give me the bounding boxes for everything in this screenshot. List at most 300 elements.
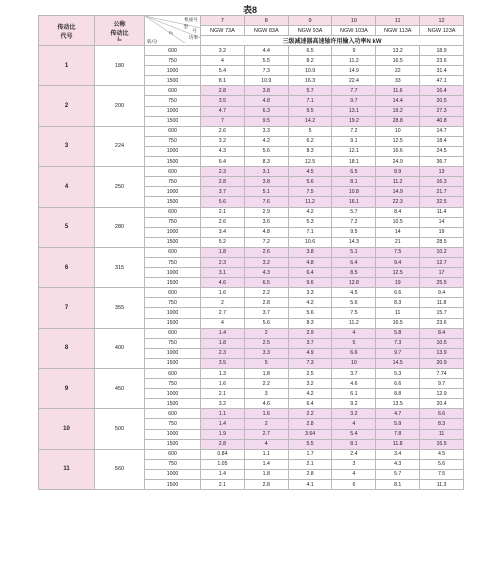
power-value-cell: 11	[376, 308, 420, 318]
power-value-cell: 40.8	[420, 116, 464, 126]
power-value-cell: 3.7	[332, 369, 376, 379]
power-value-cell: 7.1	[288, 96, 332, 106]
rpm-cell: 750	[145, 298, 201, 308]
rpm-cell: 750	[145, 459, 201, 469]
power-value-cell: 1.6	[201, 288, 245, 298]
power-value-cell: 4.2	[288, 207, 332, 217]
power-value-cell: 22.3	[376, 197, 420, 207]
power-value-cell: 5.6	[244, 318, 288, 328]
size-9: 9	[288, 16, 332, 26]
power-value-cell: 17	[420, 268, 464, 278]
rpm-cell: 750	[145, 177, 201, 187]
power-value-cell: 2.6	[201, 126, 245, 136]
rpm-cell: 1000	[145, 308, 201, 318]
power-value-cell: 12.5	[288, 157, 332, 167]
rpm-cell: 600	[145, 328, 201, 338]
power-value-cell: 2.8	[288, 419, 332, 429]
power-value-cell: 16.4	[420, 86, 464, 96]
rpm-cell: 600	[145, 207, 201, 217]
power-value-cell: 1.8	[244, 469, 288, 479]
power-value-cell: 18.1	[332, 157, 376, 167]
power-value-cell: 2.7	[244, 429, 288, 439]
power-value-cell: 13	[420, 167, 464, 177]
power-value-cell: 28.8	[376, 116, 420, 126]
power-value-cell: 8.3	[420, 419, 464, 429]
rpm-cell: 750	[145, 96, 201, 106]
power-value-cell: 2	[201, 298, 245, 308]
rpm-cell: 1500	[145, 197, 201, 207]
power-value-cell: 16.6	[376, 146, 420, 156]
ratio-code-cell: 5	[39, 207, 95, 247]
power-value-cell: 4	[244, 439, 288, 449]
size-10: 10	[332, 16, 376, 26]
power-value-cell: 20.5	[420, 96, 464, 106]
power-value-cell: 6.3	[244, 106, 288, 116]
size-11: 11	[376, 16, 420, 26]
power-value-cell: 16.3	[420, 177, 464, 187]
power-value-cell: 11.8	[376, 439, 420, 449]
rpm-cell: 1000	[145, 469, 201, 479]
power-value-cell: 1.4	[244, 459, 288, 469]
power-value-cell: 9.5	[244, 116, 288, 126]
power-value-cell: 4.8	[244, 227, 288, 237]
rpm-cell: 600	[145, 86, 201, 96]
power-value-cell: 7.8	[376, 429, 420, 439]
rpm-cell: 1500	[145, 399, 201, 409]
power-value-cell: 2.7	[201, 308, 245, 318]
table-row	[39, 288, 464, 298]
diag-label-size: 机座号	[184, 17, 198, 22]
power-value-cell: 6.4	[332, 257, 376, 267]
ratio-code-cell: 9	[39, 369, 95, 409]
rpm-cell: 1000	[145, 146, 201, 156]
power-value-cell: 8.1	[201, 76, 245, 86]
power-value-cell: 9.4	[420, 288, 464, 298]
power-value-cell: 14.9	[376, 187, 420, 197]
power-value-cell: 3.2	[201, 399, 245, 409]
power-value-cell: 6.4	[288, 268, 332, 278]
power-value-cell: 25.5	[420, 278, 464, 288]
nominal-ratio-cell: 200	[95, 86, 145, 126]
power-value-cell: 3.8	[244, 177, 288, 187]
power-value-cell: 19	[420, 227, 464, 237]
nominal-ratio-cell: 250	[95, 167, 145, 207]
power-value-cell: 12.8	[332, 278, 376, 288]
power-value-cell: 7.3	[288, 358, 332, 368]
power-value-cell: 13.9	[420, 348, 464, 358]
rpm-cell: 600	[145, 167, 201, 177]
ratio-code-cell: 6	[39, 247, 95, 287]
power-value-cell: 2	[244, 328, 288, 338]
power-value-cell: 11.2	[376, 177, 420, 187]
rpm-cell: 600	[145, 409, 201, 419]
power-value-cell: 18.4	[420, 136, 464, 146]
power-value-cell: 9	[332, 46, 376, 56]
power-value-cell: 6.6	[420, 409, 464, 419]
power-value-cell: 6.4	[288, 399, 332, 409]
rpm-cell: 1000	[145, 348, 201, 358]
power-value-cell: 4	[332, 419, 376, 429]
power-value-cell: 14.4	[376, 96, 420, 106]
nominal-ratio-cell: 560	[95, 449, 145, 489]
header-nominal-ratio-line1: 公称	[113, 21, 126, 28]
power-value-cell: 4.2	[288, 298, 332, 308]
power-value-cell: 4.1	[288, 480, 332, 490]
power-value-cell: 5.6	[288, 177, 332, 187]
table-row	[39, 409, 464, 419]
rpm-cell: 600	[145, 247, 201, 257]
rpm-cell: 750	[145, 379, 201, 389]
power-value-cell: 7.2	[332, 126, 376, 136]
power-value-cell: 8.3	[244, 157, 288, 167]
power-value-cell: 6.6	[332, 348, 376, 358]
model-73a: NGW 73A	[201, 26, 245, 36]
power-value-cell: 12.7	[420, 257, 464, 267]
power-value-cell: 3.2	[201, 46, 245, 56]
power-value-cell: 2.1	[288, 459, 332, 469]
power-value-cell: 2	[244, 419, 288, 429]
rpm-cell: 1000	[145, 66, 201, 76]
diag-label-type-a: 型	[183, 24, 188, 29]
rpm-cell: 1500	[145, 116, 201, 126]
power-value-cell: 12.5	[376, 136, 420, 146]
power-value-cell: 19.2	[332, 116, 376, 126]
power-value-cell: 5.1	[244, 187, 288, 197]
header-ratio-code	[39, 16, 95, 46]
power-value-cell: 5.6	[332, 298, 376, 308]
power-value-cell: 1.4	[201, 328, 245, 338]
table-row	[39, 369, 464, 379]
power-value-cell: 4.6	[201, 278, 245, 288]
table-row	[39, 207, 464, 217]
ratio-code-cell: 10	[39, 409, 95, 449]
power-value-cell: 5.9	[376, 419, 420, 429]
power-value-cell: 36.7	[420, 157, 464, 167]
power-value-cell: 8.4	[376, 207, 420, 217]
power-value-cell: 5.4	[201, 66, 245, 76]
power-value-cell: 9.7	[420, 379, 464, 389]
power-value-cell: 4.8	[244, 96, 288, 106]
power-value-cell: 5.6	[244, 146, 288, 156]
rpm-cell: 1000	[145, 389, 201, 399]
power-value-cell: 5.7	[376, 469, 420, 479]
power-value-cell: 2.8	[201, 177, 245, 187]
power-value-cell: 16.5	[376, 56, 420, 66]
ratio-code-cell: 4	[39, 167, 95, 207]
power-value-cell: 3.8	[244, 86, 288, 96]
power-value-cell: 11.8	[420, 298, 464, 308]
power-value-cell: 33	[376, 76, 420, 86]
power-value-cell: 14.2	[288, 116, 332, 126]
power-value-cell: 2.5	[244, 338, 288, 348]
power-value-cell: 6.5	[332, 167, 376, 177]
power-value-cell: 7.1	[288, 227, 332, 237]
power-value-cell: 2.2	[244, 379, 288, 389]
rpm-cell: 600	[145, 288, 201, 298]
power-value-cell: 3.1	[244, 167, 288, 177]
power-value-cell: 2.1	[201, 480, 245, 490]
rpm-cell: 1500	[145, 480, 201, 490]
power-value-cell: 2.8	[201, 86, 245, 96]
power-value-cell: 4	[332, 469, 376, 479]
power-value-cell: 13.5	[376, 399, 420, 409]
header-ratio-code-line2: 代号	[60, 33, 73, 40]
power-value-cell: 9.1	[332, 136, 376, 146]
power-value-cell: 16.5	[420, 439, 464, 449]
power-value-cell: 8.8	[376, 389, 420, 399]
power-value-cell: 8.1	[332, 177, 376, 187]
table-row	[39, 247, 464, 257]
power-title: 三级减速器高速轴许用输入功率N kW	[201, 36, 464, 46]
rpm-cell: 600	[145, 126, 201, 136]
power-value-cell: 7.5	[420, 469, 464, 479]
power-value-cell: 11.3	[420, 480, 464, 490]
table-row	[39, 449, 464, 459]
rpm-cell: 1500	[145, 237, 201, 247]
power-table-body	[39, 16, 464, 490]
power-value-cell: 6.6	[376, 288, 420, 298]
power-value-cell: 3.2	[201, 136, 245, 146]
power-value-cell: 4	[201, 318, 245, 328]
power-value-cell: 10.6	[288, 237, 332, 247]
nominal-ratio-cell: 500	[95, 409, 145, 449]
power-value-cell: 2.8	[201, 439, 245, 449]
rpm-cell: 750	[145, 257, 201, 267]
power-value-cell: 5.6	[288, 308, 332, 318]
power-value-cell: 2.8	[244, 480, 288, 490]
power-value-cell: 5.4	[332, 429, 376, 439]
power-value-cell: 32.5	[420, 197, 464, 207]
power-value-cell: 22	[376, 66, 420, 76]
rpm-cell: 1000	[145, 106, 201, 116]
power-value-cell: 11	[420, 429, 464, 439]
power-value-cell: 24.5	[420, 146, 464, 156]
power-value-cell: 5.5	[288, 439, 332, 449]
nominal-ratio-cell: 280	[95, 207, 145, 247]
power-value-cell: 4.7	[201, 106, 245, 116]
power-table	[38, 15, 464, 490]
power-value-cell: 2.4	[332, 449, 376, 459]
rpm-cell: 750	[145, 217, 201, 227]
power-value-cell: 16.5	[376, 318, 420, 328]
power-value-cell: 2.2	[288, 409, 332, 419]
power-value-cell: 5.3	[288, 217, 332, 227]
nominal-ratio-cell: 180	[95, 46, 145, 86]
power-value-cell: 10.2	[420, 247, 464, 257]
power-value-cell: 4.3	[201, 146, 245, 156]
power-value-cell: 9.2	[332, 399, 376, 409]
size-7: 7	[201, 16, 245, 26]
power-value-cell: 47.1	[420, 76, 464, 86]
power-value-cell: 2.3	[201, 257, 245, 267]
power-value-cell: 8.3	[288, 318, 332, 328]
power-value-cell: 7.74	[420, 369, 464, 379]
model-93a: NGW 93A	[288, 26, 332, 36]
power-value-cell: 21	[376, 237, 420, 247]
power-value-cell: 1.8	[244, 369, 288, 379]
power-value-cell: 6.2	[288, 136, 332, 146]
power-value-cell: 3.3	[288, 288, 332, 298]
rpm-cell: 1000	[145, 268, 201, 278]
power-value-cell: 1.1	[244, 449, 288, 459]
power-value-cell: 4.7	[376, 409, 420, 419]
header-nominal-ratio-line3: i₀	[117, 36, 122, 43]
rpm-cell: 600	[145, 449, 201, 459]
power-value-cell: 7.6	[244, 197, 288, 207]
power-value-cell: 9.6	[288, 278, 332, 288]
power-value-cell: 1.4	[201, 469, 245, 479]
power-value-cell: 3.4	[376, 449, 420, 459]
power-value-cell: 1.3	[201, 369, 245, 379]
power-value-cell: 2.3	[201, 167, 245, 177]
power-value-cell: 3	[244, 389, 288, 399]
power-value-cell: 2.9	[288, 328, 332, 338]
power-value-cell: 3.5	[201, 96, 245, 106]
power-value-cell: 5.3	[376, 369, 420, 379]
power-value-cell: 7.2	[244, 237, 288, 247]
power-value-cell: 19	[376, 278, 420, 288]
power-value-cell: 11.2	[332, 56, 376, 66]
ratio-code-cell: 3	[39, 126, 95, 166]
power-value-cell: 11.2	[288, 197, 332, 207]
power-value-cell: 2.6	[244, 247, 288, 257]
power-value-cell: 5.6	[201, 197, 245, 207]
power-value-cell: 3.2	[332, 409, 376, 419]
model-103a: NGW 103A	[332, 26, 376, 36]
power-value-cell: 4.2	[244, 136, 288, 146]
power-value-cell: 8.5	[332, 268, 376, 278]
power-value-cell: 2.8	[288, 469, 332, 479]
power-value-cell: 1.6	[244, 409, 288, 419]
power-value-cell: 3.5	[201, 358, 245, 368]
rpm-cell: 1500	[145, 358, 201, 368]
ratio-code-cell: 2	[39, 86, 95, 126]
power-value-cell: 4.5	[420, 449, 464, 459]
power-value-cell: 6.5	[244, 278, 288, 288]
power-value-cell: 1.8	[201, 338, 245, 348]
power-value-cell: 3.7	[201, 187, 245, 197]
table-row	[39, 46, 464, 56]
rpm-cell: 600	[145, 369, 201, 379]
rpm-cell: 600	[145, 46, 201, 56]
power-value-cell: 5.7	[288, 86, 332, 96]
ratio-code-cell: 8	[39, 328, 95, 368]
nominal-ratio-cell: 315	[95, 247, 145, 287]
power-value-cell: 3.3	[244, 126, 288, 136]
size-8: 8	[244, 16, 288, 26]
power-value-cell: 2.9	[244, 207, 288, 217]
power-value-cell: 9.5	[288, 106, 332, 116]
power-value-cell: 8.1	[332, 439, 376, 449]
diag-label-power: 功率	[188, 35, 198, 40]
power-value-cell: 4.8	[288, 257, 332, 267]
power-value-cell: 2.5	[288, 369, 332, 379]
power-value-cell: 14.7	[420, 126, 464, 136]
power-value-cell: 1.4	[201, 419, 245, 429]
power-value-cell: 20.9	[420, 358, 464, 368]
power-value-cell: 11.2	[332, 318, 376, 328]
power-value-cell: 4.9	[288, 348, 332, 358]
nominal-ratio-cell: 450	[95, 369, 145, 409]
power-value-cell: 10.9	[244, 76, 288, 86]
power-value-cell: 10.9	[288, 66, 332, 76]
rpm-cell: 1500	[145, 318, 201, 328]
power-value-cell: 7.3	[376, 338, 420, 348]
table-row	[39, 126, 464, 136]
power-value-cell: 11.4	[420, 207, 464, 217]
rpm-cell: 1000	[145, 187, 201, 197]
power-value-cell: 7.5	[288, 187, 332, 197]
power-value-cell: 8.1	[376, 480, 420, 490]
table-row	[39, 86, 464, 96]
ratio-code-cell: 7	[39, 288, 95, 328]
power-value-cell: 10	[376, 126, 420, 136]
power-value-cell: 23.6	[420, 318, 464, 328]
power-value-cell: 9.7	[376, 348, 420, 358]
table-row	[39, 328, 464, 338]
power-value-cell: 1.7	[288, 449, 332, 459]
power-value-cell: 14.3	[332, 237, 376, 247]
model-123a: NGW 123A	[420, 26, 464, 36]
power-value-cell: 21.7	[420, 187, 464, 197]
power-value-cell: 19.2	[376, 106, 420, 116]
power-value-cell: 5.6	[420, 459, 464, 469]
power-value-cell: 5.1	[332, 247, 376, 257]
power-value-cell: 5.7	[332, 207, 376, 217]
power-value-cell: 2.1	[201, 207, 245, 217]
power-value-cell: 1.05	[201, 459, 245, 469]
power-value-cell: 9.4	[376, 257, 420, 267]
ratio-code-cell: 1	[39, 46, 95, 86]
power-value-cell: 14.5	[376, 358, 420, 368]
power-value-cell: 4.5	[332, 288, 376, 298]
power-value-cell: 20.4	[420, 399, 464, 409]
power-value-cell: 15.7	[420, 308, 464, 318]
power-value-cell: 24.9	[376, 157, 420, 167]
power-value-cell: 14	[420, 217, 464, 227]
nominal-ratio-cell: 355	[95, 288, 145, 328]
diag-label-n1: n₁	[169, 30, 174, 35]
power-value-cell: 1.1	[201, 409, 245, 419]
rpm-cell: 750	[145, 56, 201, 66]
power-value-cell: 7.7	[332, 86, 376, 96]
power-value-cell: 8.2	[288, 56, 332, 66]
power-value-cell: 16.1	[332, 197, 376, 207]
nominal-ratio-cell: 224	[95, 126, 145, 166]
power-value-cell: 4.3	[376, 459, 420, 469]
power-value-cell: 2.6	[201, 217, 245, 227]
power-value-cell: 3.7	[244, 308, 288, 318]
power-value-cell: 6	[332, 480, 376, 490]
power-value-cell: 13.2	[376, 46, 420, 56]
power-value-cell: 8.3	[376, 298, 420, 308]
rpm-cell: 750	[145, 338, 201, 348]
rpm-cell: 750	[145, 419, 201, 429]
rpm-cell: 1500	[145, 157, 201, 167]
power-value-cell: 5.2	[201, 237, 245, 247]
power-value-cell: 9.5	[332, 227, 376, 237]
power-value-cell: 16.3	[288, 76, 332, 86]
rpm-cell: 1500	[145, 278, 201, 288]
header-nominal-ratio-line2: 传动比	[110, 30, 129, 37]
power-value-cell: 12.1	[332, 146, 376, 156]
power-value-cell: 4.2	[288, 389, 332, 399]
power-value-cell: 2.1	[201, 389, 245, 399]
power-value-cell: 3.2	[288, 379, 332, 389]
size-12: 12	[420, 16, 464, 26]
power-value-cell: 5.5	[244, 56, 288, 66]
power-value-cell: 5.8	[376, 328, 420, 338]
